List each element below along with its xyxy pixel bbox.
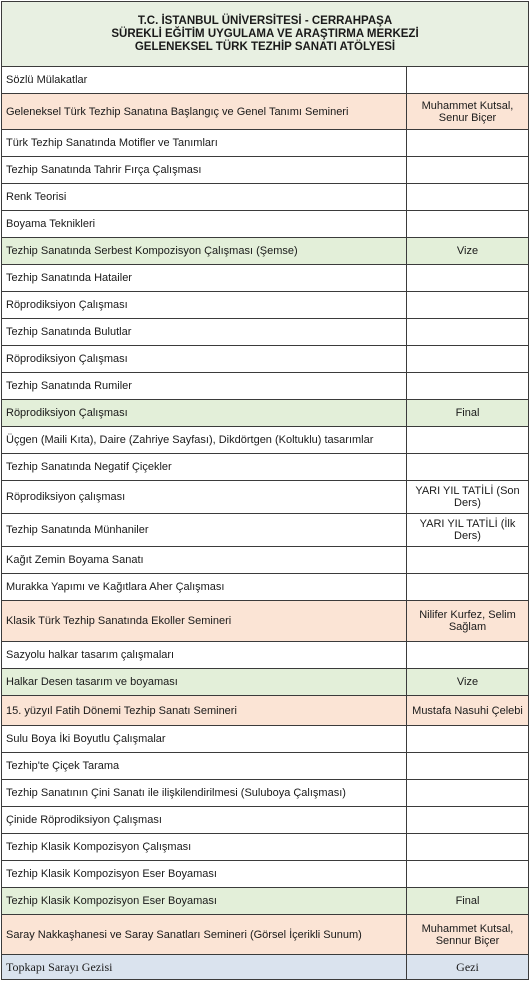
topic-cell: Boyama Teknikleri [2,211,407,238]
table-row [2,373,529,400]
topic-cell: Tezhip Sanatında Negatif Çiçekler [2,454,407,481]
note-cell [407,547,529,574]
table-row [2,184,529,211]
table-row [2,807,529,834]
note-cell [407,780,529,807]
note-cell: Gezi [407,955,529,980]
note-cell: YARI YIL TATİLİ (Son Ders) [407,481,529,514]
table-row [2,669,529,696]
note-cell [407,861,529,888]
topic-cell: Renk Teorisi [2,184,407,211]
table-row [2,601,529,642]
note-cell [407,753,529,780]
topic-cell: Röprodiksiyon Çalışması [2,400,407,427]
topic-cell: Tezhip Sanatının Çini Sanatı ile ilişkilendirilmesi (Suluboya Çalışması) [2,780,407,807]
topic-cell: 15. yüzyıl Fatih Dönemi Tezhip Sanatı Semineri [2,696,407,726]
table-header-row [2,2,529,67]
topic-cell: Halkar Desen tasarım ve boyaması [2,669,407,696]
table-row [2,861,529,888]
note-cell [407,454,529,481]
note-cell: Final [407,888,529,915]
topic-cell: Sazyolu halkar tasarım çalışmaları [2,642,407,669]
table-row [2,834,529,861]
note-cell [407,319,529,346]
note-cell: Final [407,400,529,427]
table-row [2,514,529,547]
table-row [2,157,529,184]
header-line-2: SÜREKLİ EĞİTİM UYGULAMA VE ARAŞTIRMA MERKEZİ [111,27,419,40]
topic-cell: Klasik Türk Tezhip Sanatında Ekoller Semineri [2,601,407,642]
topic-cell: Çinide Röprodiksiyon Çalışması [2,807,407,834]
table-row [2,400,529,427]
table-row [2,427,529,454]
note-cell [407,807,529,834]
table-row [2,780,529,807]
topic-cell: Tezhip Klasik Kompozisyon Eser Boyaması [2,888,407,915]
topic-cell: Tezhip'te Çiçek Tarama [2,753,407,780]
note-cell [407,211,529,238]
topic-cell: Topkapı Sarayı Gezisi [2,955,407,980]
topic-cell: Sulu Boya İki Boyutlu Çalışmalar [2,726,407,753]
note-cell: Muhammet Kutsal, Senur Biçer [407,94,529,130]
note-cell [407,346,529,373]
note-cell: Mustafa Nasuhi Çelebi [407,696,529,726]
table-row [2,642,529,669]
table-header [2,2,529,67]
topic-cell: Tezhip Klasik Kompozisyon Çalışması [2,834,407,861]
topic-cell: Sözlü Mülakatlar [2,67,407,94]
note-cell [407,130,529,157]
topic-cell: Tezhip Klasik Kompozisyon Eser Boyaması [2,861,407,888]
table-row [2,915,529,955]
note-cell [407,726,529,753]
header-line-1: T.C. İSTANBUL ÜNİVERSİTESİ - CERRAHPAŞA [137,14,393,27]
note-cell [407,184,529,211]
note-cell [407,574,529,601]
note-cell [407,265,529,292]
topic-cell: Saray Nakkaşhanesi ve Saray Sanatları Semineri (Görsel İçerikli Sunum) [2,915,407,955]
topic-cell: Tezhip Sanatında Münhaniler [2,514,407,547]
topic-cell: Röprodiksiyon çalışması [2,481,407,514]
header-line-3: GELENEKSEL TÜRK TEZHİP SANATI ATÖLYESİ [134,40,396,53]
note-cell [407,157,529,184]
note-cell [407,427,529,454]
table-row [2,211,529,238]
schedule-sheet [1,1,528,980]
schedule-table [1,1,529,980]
table-row [2,67,529,94]
table-row [2,574,529,601]
topic-cell: Tezhip Sanatında Hatailer [2,265,407,292]
topic-cell: Murakka Yapımı ve Kağıtlara Aher Çalışması [2,574,407,601]
note-cell: Nilifer Kurfez, Selim Sağlam [407,601,529,642]
topic-cell: Tezhip Sanatında Bulutlar [2,319,407,346]
table-row [2,94,529,130]
table-row [2,726,529,753]
topic-cell: Türk Tezhip Sanatında Motifler ve Tanımları [2,130,407,157]
topic-cell: Tezhip Sanatında Rumiler [2,373,407,400]
topic-cell: Geleneksel Türk Tezhip Sanatına Başlangıç ve Genel Tanımı Semineri [2,94,407,130]
note-cell [407,67,529,94]
table-row [2,955,529,980]
note-cell [407,292,529,319]
note-cell [407,642,529,669]
table-row [2,547,529,574]
table-row [2,454,529,481]
note-cell: Vize [407,238,529,265]
table-row [2,238,529,265]
note-cell: Muhammet Kutsal, Sennur Biçer [407,915,529,955]
table-row [2,130,529,157]
note-cell [407,373,529,400]
note-cell [407,834,529,861]
table-row [2,292,529,319]
table-row [2,319,529,346]
topic-cell: Tezhip Sanatında Tahrir Fırça Çalışması [2,157,407,184]
table-row [2,888,529,915]
table-row [2,265,529,292]
note-cell: YARI YIL TATİLİ (İlk Ders) [407,514,529,547]
table-row [2,346,529,373]
table-row [2,753,529,780]
table-row [2,696,529,726]
topic-cell: Kağıt Zemin Boyama Sanatı [2,547,407,574]
topic-cell: Üçgen (Maili Kıta), Daire (Zahriye Sayfası), Dikdörtgen (Koltuklu) tasarımlar [2,427,407,454]
note-cell: Vize [407,669,529,696]
topic-cell: Tezhip Sanatında Serbest Kompozisyon Çalışması (Şemse) [2,238,407,265]
topic-cell: Röprodiksiyon Çalışması [2,346,407,373]
topic-cell: Röprodiksiyon Çalışması [2,292,407,319]
table-row [2,481,529,514]
